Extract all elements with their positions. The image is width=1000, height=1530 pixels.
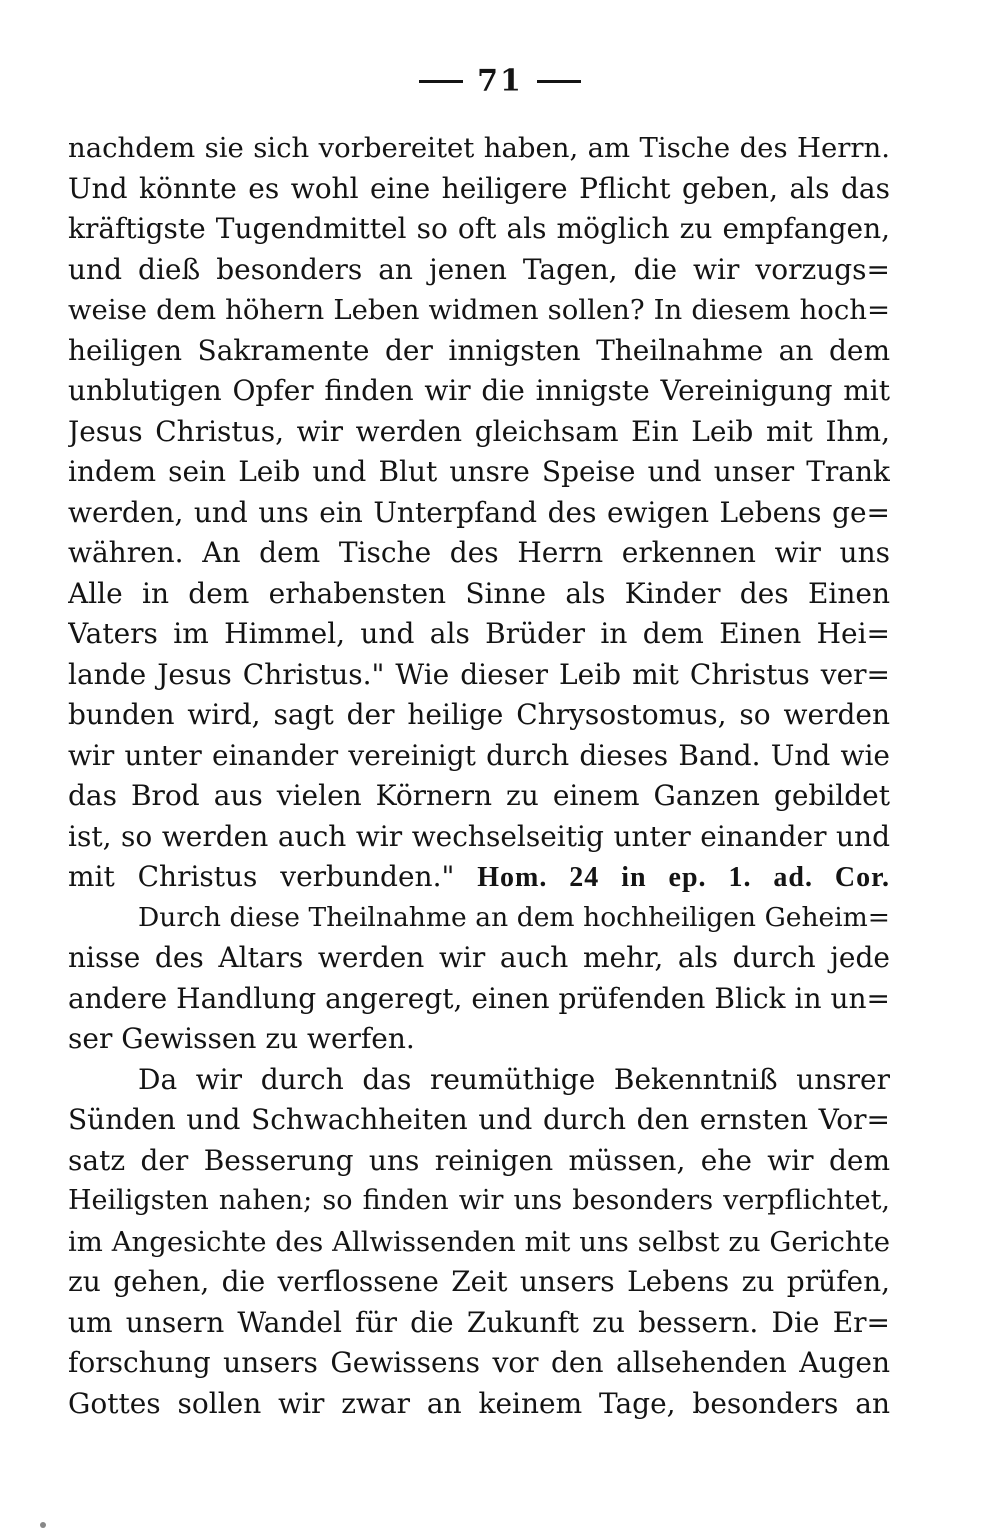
page-header: [0, 62, 1000, 99]
text-line: Gottes sollen wir zwar an keinem Tage, besonders an: [68, 1386, 890, 1420]
text-line-with-citation: [68, 857, 890, 898]
text-line: wir unter einander vereinigt durch dieses Band. Und wie: [68, 738, 890, 772]
text-line: indem sein Leib und Blut unsre Speise und unser Trank: [68, 455, 890, 488]
text-line: Und könnte es wohl eine heiligere Pflicht geben, als das: [68, 171, 890, 205]
paragraph-start-line: Da wir durch das reumüthige Bekenntniß unsrer: [138, 1062, 890, 1096]
citation: Hom. 24 in ep. 1. ad. Cor.: [477, 862, 890, 893]
text-line: zu gehen, die verflossene Zeit unsers Lebens zu prüfen,: [68, 1265, 890, 1298]
text-line: kräftigste Tugendmittel so oft als möglich zu empfangen,: [68, 212, 890, 245]
text-line: Alle in dem erhabensten Sinne als Kinder des Einen: [68, 576, 890, 610]
text-line: heiligen Sakramente der innigsten Theilnahme an dem: [68, 333, 890, 367]
text-line: weise dem höhern Leben widmen sollen? In diesem hoch=: [68, 294, 890, 326]
text-line: Heiligsten nahen; so finden wir uns besonders verpflichtet,: [68, 1185, 890, 1216]
text-line: um unsern Wandel für die Zukunft zu bessern. Die Er=: [68, 1305, 890, 1339]
paragraph-start-line: Durch diese Theilnahme an dem hochheiligen Geheim=: [138, 901, 890, 933]
text-line: ist, so werden auch wir wechselseitig unter einander und: [68, 819, 890, 853]
text-line: forschung unsers Gewissens vor den allsehenden Augen: [68, 1346, 890, 1379]
text-line: im Angesichte des Allwissenden mit uns selbst zu Gerichte: [68, 1225, 890, 1258]
text-line: nisse des Altars werden wir auch mehr, als durch jede: [68, 941, 890, 974]
paper-speck: [40, 1522, 46, 1528]
header-dash-left: [419, 80, 463, 83]
text-line: währen. An dem Tische des Herrn erkennen wir uns: [68, 536, 890, 569]
text-line: Vaters im Himmel, und als Brüder in dem Einen Hei=: [68, 617, 890, 650]
paragraph-end-line: ser Gewissen zu werfen.: [68, 1022, 415, 1055]
text-line: und dieß besonders an jenen Tagen, die wir vorzugs=: [68, 252, 890, 286]
page-number: 71: [477, 63, 523, 99]
text-line: Sünden und Schwachheiten und durch den ernsten Vor=: [68, 1103, 890, 1136]
text-line: andere Handlung angeregt, einen prüfenden Blick in un=: [68, 981, 890, 1015]
text-fragment: mit Christus verbunden.": [68, 860, 455, 893]
text-line: bunden wird, sagt der heilige Chrysostomus, so werden: [68, 698, 890, 731]
text-line: werden, und uns ein Unterpfand des ewigen Lebens ge=: [68, 495, 890, 529]
body-text: [68, 128, 890, 1424]
text-line: lande Jesus Christus." Wie dieser Leib mit Christus ver=: [68, 657, 890, 691]
text-line: Jesus Christus, wir werden gleichsam Ein Leib mit Ihm,: [68, 414, 890, 448]
text-line: satz der Besserung uns reinigen müssen, ehe wir dem: [68, 1143, 890, 1177]
text-line: das Brod aus vielen Körnern zu einem Ganzen gebildet: [68, 779, 890, 812]
text-line: nachdem sie sich vorbereitet haben, am Tische des Herrn.: [68, 132, 890, 164]
header-dash-right: [537, 80, 581, 83]
text-line: unblutigen Opfer finden wir die innigste Vereinigung mit: [68, 374, 890, 407]
